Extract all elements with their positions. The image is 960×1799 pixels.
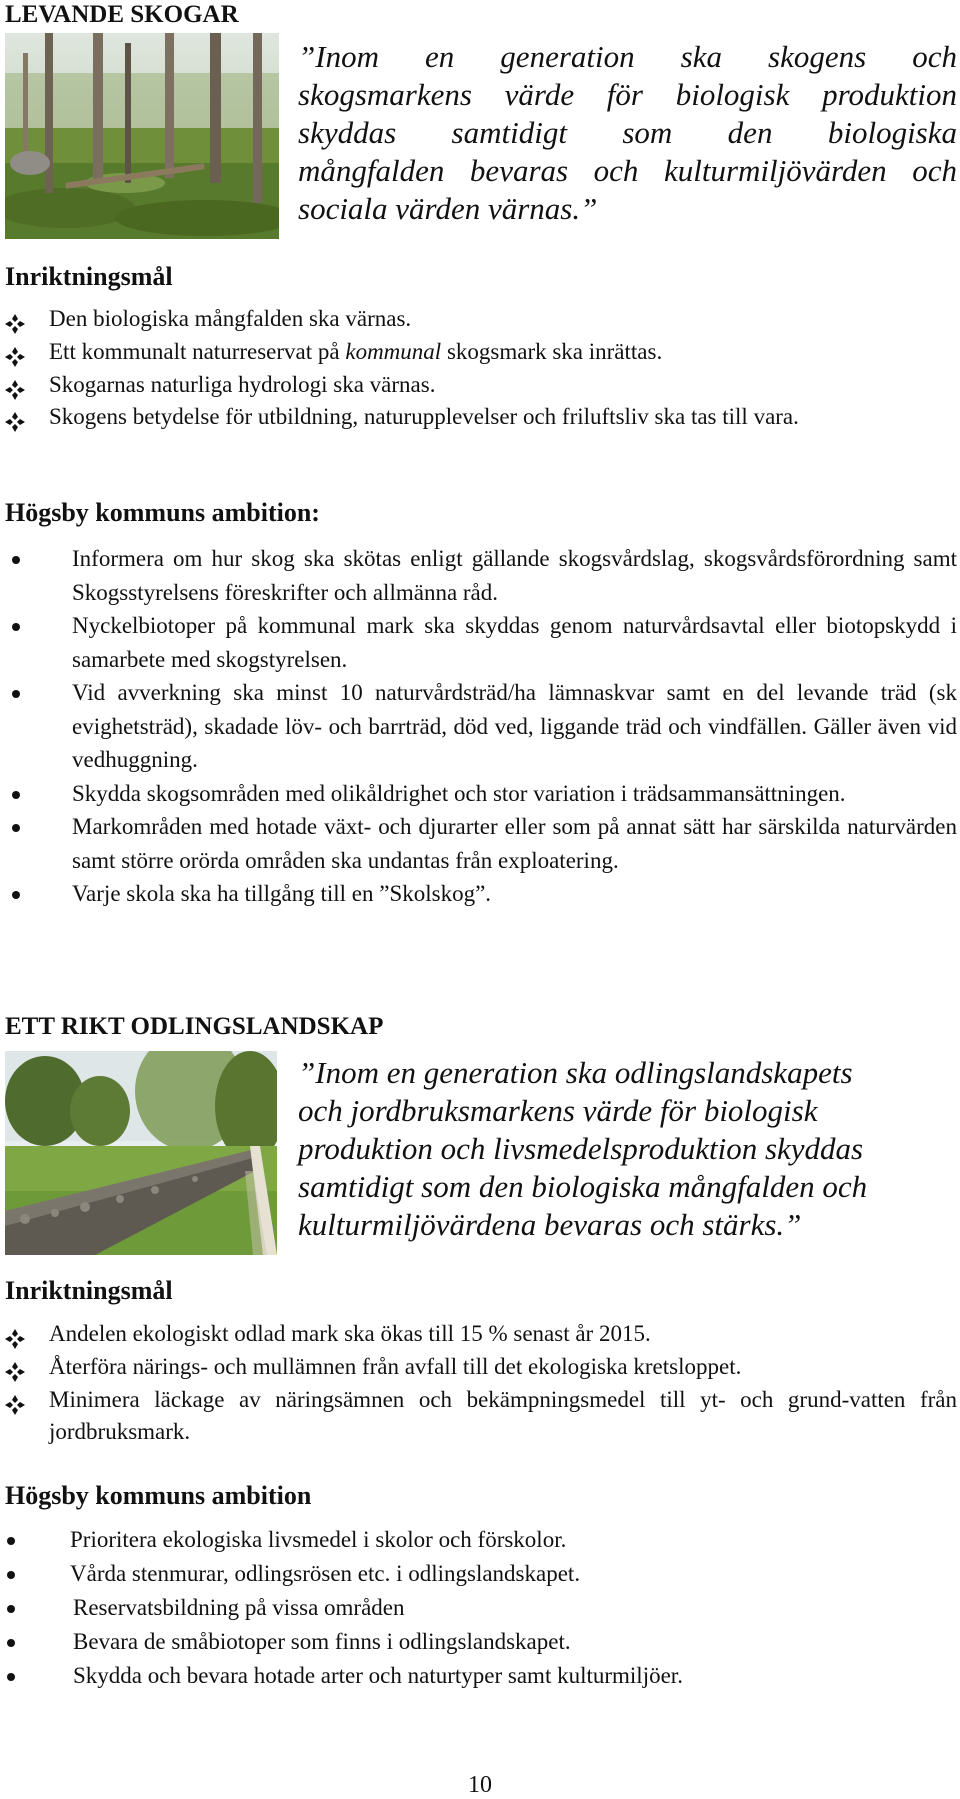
- dot-bullet-icon: [12, 891, 20, 899]
- section-title-levande-skogar: LEVANDE SKOGAR: [5, 1, 239, 28]
- quote-line: produktion och livsmedelsproduktion skyddas: [298, 1131, 864, 1166]
- ambition-item: Prioritera ekologiska livsmedel i skolor och förskolor.: [5, 1523, 957, 1557]
- ambition-item: Skydda skogsområden med olikåldrighet och stor variation i trädsammansättningen.: [5, 777, 957, 811]
- ambition-heading-farmland: Högsby kommuns ambition: [5, 1481, 312, 1510]
- page-number: 10: [468, 1772, 492, 1798]
- quote-line: skogsmarkens värde för biologisk produktion: [298, 77, 957, 112]
- dot-bullet-icon: [12, 791, 20, 799]
- ambition-list-forest: [5, 542, 957, 911]
- quote-line: ”Inom en generation ska skogens och: [298, 39, 957, 74]
- dot-bullet-icon: [12, 690, 20, 698]
- section2-quote: [298, 1054, 957, 1244]
- dot-bullet-icon: [12, 824, 20, 832]
- goal-item: Återföra närings- och mullämnen från avfall till det ekologiska kretsloppet.: [5, 1351, 957, 1384]
- dot-bullet-icon: [12, 623, 20, 631]
- goal-item: Skogens betydelse för utbildning, naturupplevelser och friluftsliv ska tas till vara.: [5, 401, 957, 434]
- diamond-bullet-icon: [5, 1392, 25, 1412]
- diamond-bullet-icon: [5, 1326, 25, 1346]
- ambition-list-farmland: [5, 1523, 957, 1693]
- diamond-bullet-icon: [5, 1359, 25, 1379]
- forest-photo: [5, 33, 279, 239]
- ambition-item: Varje skola ska ha tillgång till en ”Skolskog”.: [5, 877, 957, 911]
- dot-bullet-icon: [7, 1537, 15, 1545]
- ambition-heading-forest: Högsby kommuns ambition:: [5, 498, 320, 527]
- ambition-item: Vid avverkning ska minst 10 naturvårdsträd/ha lämnaskvar samt en del levande träd (sk evighetsträd), skadade löv- och barrträd, död ved, liggande träd och vindfällen. Gäller även vid vedhuggning.: [5, 676, 957, 777]
- ambition-item: Informera om hur skog ska skötas enligt gällande skogsvårdslag, skogsvårdsförordning samt Skogsstyrelsens föreskrifter och allmänna råd.: [5, 542, 957, 609]
- diamond-bullet-icon: [5, 377, 25, 397]
- quote-line: mångfalden bevaras och kulturmiljövärden och: [298, 153, 957, 188]
- goal-item: Andelen ekologiskt odlad mark ska ökas till 15 % senast år 2015.: [5, 1318, 957, 1351]
- goals-heading-farmland: Inriktningsmål: [5, 1276, 173, 1305]
- section-title-odlingslandskap: ETT RIKT ODLINGSLANDSKAP: [5, 1013, 384, 1040]
- quote-line: sociala värden värnas.”: [298, 191, 598, 226]
- diamond-bullet-icon: [5, 344, 25, 364]
- ambition-item: Nyckelbiotoper på kommunal mark ska skyddas genom naturvårdsavtal eller biotopskydd i samarbete med skogstyrelsen.: [5, 609, 957, 676]
- ambition-item: Vårda stenmurar, odlingsrösen etc. i odlingslandskapet.: [5, 1557, 957, 1591]
- dot-bullet-icon: [12, 556, 20, 564]
- dot-bullet-icon: [7, 1605, 15, 1613]
- dot-bullet-icon: [7, 1639, 15, 1647]
- diamond-bullet-icon: [5, 409, 25, 429]
- goal-item: Minimera läckage av näringsämnen och bekämpningsmedel till yt- och grund-vatten från jordbruksmark.: [5, 1384, 957, 1450]
- ambition-item: Skydda och bevara hotade arter och naturtyper samt kulturmiljöer.: [5, 1659, 957, 1693]
- goal-item: Ett kommunalt naturreservat på kommunal skogsmark ska inrättas.: [5, 336, 957, 369]
- stone-wall-photo: [5, 1051, 277, 1255]
- quote-line: kulturmiljövärdena bevaras och stärks.”: [298, 1207, 802, 1242]
- section1-quote: [298, 38, 957, 228]
- ambition-item: Markområden med hotade växt- och djurarter eller som på annat sätt har särskilda naturvärden samt större orörda områden ska undantas från exploatering.: [5, 810, 957, 877]
- quote-line: ”Inom en generation ska odlingslandskapets: [298, 1055, 853, 1090]
- quote-line: och jordbruksmarkens värde för biologisk: [298, 1093, 818, 1128]
- quote-line: skyddas samtidigt som den biologiska: [298, 115, 957, 150]
- diamond-bullet-icon: [5, 311, 25, 331]
- dot-bullet-icon: [7, 1571, 15, 1579]
- goals-heading-forest: Inriktningsmål: [5, 262, 173, 291]
- dot-bullet-icon: [7, 1673, 15, 1681]
- goal-item: Den biologiska mångfalden ska värnas.: [5, 303, 957, 336]
- ambition-item: Reservatsbildning på vissa områden: [5, 1591, 957, 1625]
- quote-line: samtidigt som den biologiska mångfalden och: [298, 1169, 868, 1204]
- goals-list-forest: [5, 303, 957, 434]
- goals-list-farmland: [5, 1318, 957, 1449]
- ambition-item: Bevara de småbiotoper som finns i odlingslandskapet.: [5, 1625, 957, 1659]
- goal-item: Skogarnas naturliga hydrologi ska värnas.: [5, 369, 957, 402]
